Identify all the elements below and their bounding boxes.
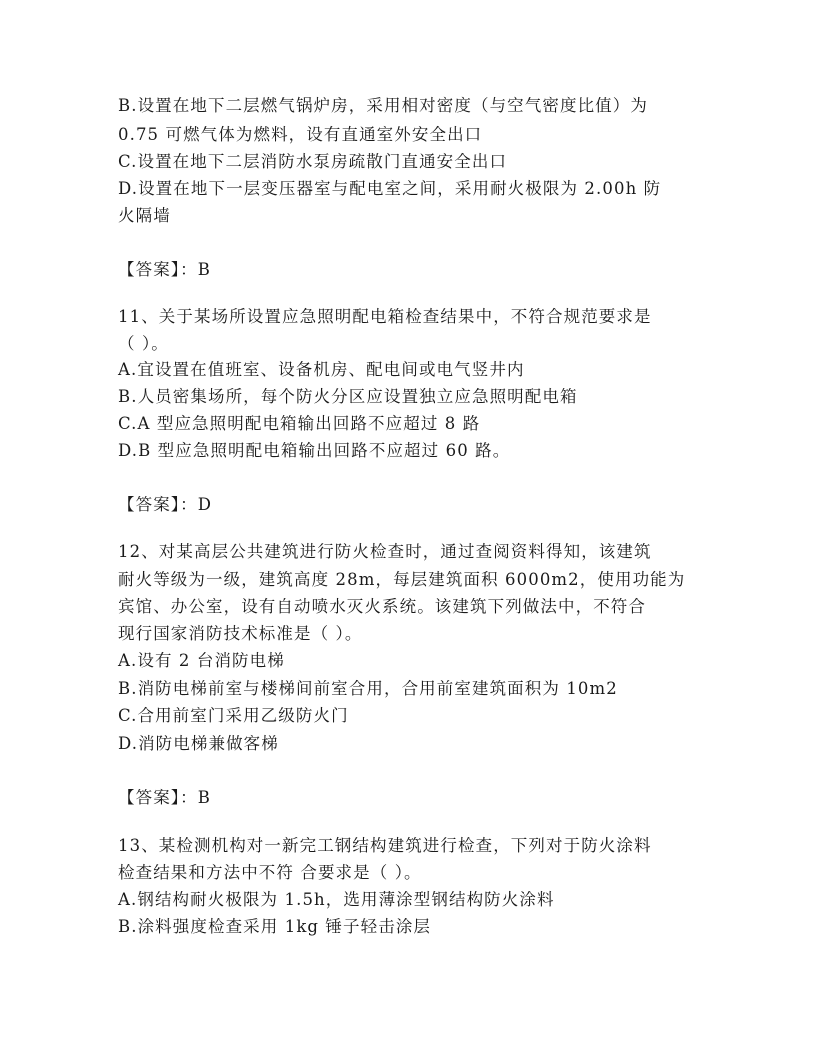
q11-stem-line2: （ ）。 <box>118 334 169 353</box>
q11-option-c: C.A 型应急照明配电箱输出回路不应超过 8 路 <box>118 414 481 433</box>
q13-option-a: A.钢结构耐火极限为 1.5h，选用薄涂型钢结构防火涂料 <box>118 890 555 909</box>
q13-option-b: B.涂料强度检查采用 1kg 锤子轻击涂层 <box>118 917 432 936</box>
q11-option-d: D.B 型应急照明配电箱输出回路不应超过 60 路。 <box>118 441 511 460</box>
q12-answer: 【答案】：B <box>118 788 211 807</box>
q12-stem-line1: 12、对某高层公共建筑进行防火检查时，通过查阅资料得知，该建筑 <box>118 542 652 561</box>
q12-option-d: D.消防电梯兼做客梯 <box>118 734 279 753</box>
q10-option-d-line1: D.设置在地下一层变压器室与配电室之间，采用耐火极限为 2.00h 防 <box>118 179 662 198</box>
q10-option-b-line2: 0.75 可燃气体为燃料，设有直通室外安全出口 <box>118 125 483 144</box>
q10-answer: 【答案】：B <box>118 260 211 279</box>
q12-option-c: C.合用前室门采用乙级防火门 <box>118 706 349 725</box>
q11-option-b: B.人员密集场所，每个防火分区应设置独立应急照明配电箱 <box>118 387 578 406</box>
q10-option-b-line1: B.设置在地下二层燃气锅炉房，采用相对密度（与空气密度比值）为 <box>118 96 648 115</box>
q12-stem-line2: 耐火等级为一级，建筑高度 28m，每层建筑面积 6000m2，使用功能为 <box>118 570 686 589</box>
q11-answer: 【答案】：D <box>118 495 213 514</box>
q13-stem-line1: 13、某检测机构对一新完工钢结构建筑进行检查，下列对于防火涂料 <box>118 836 652 855</box>
q12-option-a: A.设有 2 台消防电梯 <box>118 651 285 670</box>
q11-option-a: A.宜设置在值班室、设备机房、配电间或电气竖井内 <box>118 360 525 379</box>
q11-stem-line1: 11、关于某场所设置应急照明配电箱检查结果中，不符合规范要求是 <box>118 307 652 326</box>
q13-stem-line2: 检查结果和方法中不符 合要求是（ ）。 <box>118 863 422 882</box>
q12-stem-line3: 宾馆、办公室，设有自动喷水灭火系统。该建筑下列做法中，不符合 <box>118 597 646 616</box>
q10-option-d-line2: 火隔墙 <box>118 206 171 225</box>
q12-stem-line4: 现行国家消防技术标准是（ ）。 <box>118 624 363 643</box>
q12-option-b: B.消防电梯前室与楼梯间前室合用，合用前室建筑面积为 10m2 <box>118 679 618 698</box>
q10-option-c: C.设置在地下二层消防水泵房疏散门直通安全出口 <box>118 152 508 171</box>
